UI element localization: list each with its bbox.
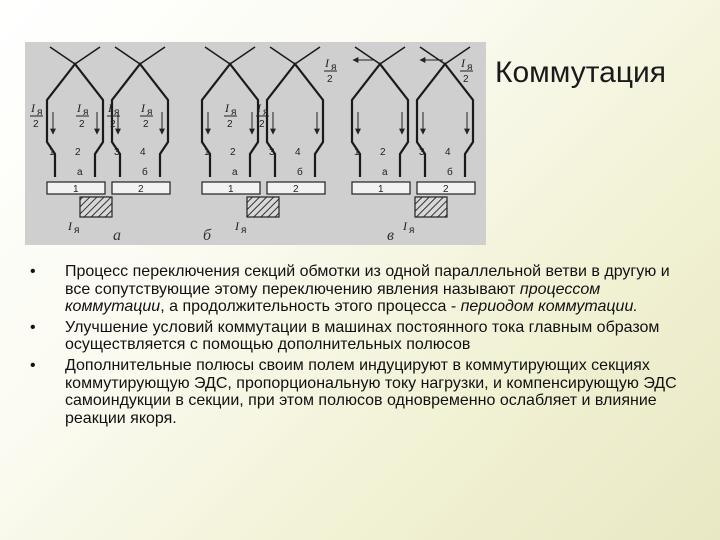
segment-label: 1 bbox=[73, 184, 79, 195]
fraction-denominator: 2 bbox=[79, 119, 85, 130]
brush-current-symbol: I bbox=[235, 219, 239, 233]
current-subscript: я bbox=[331, 62, 337, 73]
panel-label: б bbox=[203, 227, 212, 244]
bullet-marker: • bbox=[30, 263, 36, 280]
bullet-term: процессом коммутации bbox=[65, 280, 601, 316]
lead-line bbox=[50, 47, 75, 64]
bullet-list bbox=[30, 263, 690, 430]
fraction-denominator: 2 bbox=[463, 74, 469, 85]
fraction-denominator: 2 bbox=[259, 119, 265, 130]
fraction-denominator: 2 bbox=[143, 119, 149, 130]
section-number: 3 bbox=[419, 147, 425, 158]
brush-current-symbol: I bbox=[403, 219, 407, 233]
bullet-term: периодом коммутации. bbox=[460, 298, 638, 316]
section-number: 4 bbox=[140, 147, 146, 158]
section-number: 1 bbox=[49, 147, 55, 158]
lead-line bbox=[205, 47, 230, 64]
section-number: 2 bbox=[75, 147, 81, 158]
lead-line bbox=[115, 47, 140, 64]
brush bbox=[415, 197, 447, 217]
lead-line bbox=[380, 47, 405, 64]
section-number: 4 bbox=[295, 147, 301, 158]
lead-line bbox=[230, 47, 255, 64]
coil-section bbox=[47, 64, 103, 177]
panel-label: в bbox=[387, 227, 394, 244]
bullet-item bbox=[30, 357, 690, 427]
bullet-marker: • bbox=[30, 318, 36, 336]
section-number: 1 bbox=[354, 147, 360, 158]
commutation-figure bbox=[25, 42, 486, 245]
current-subscript: я bbox=[263, 107, 269, 118]
lead-line bbox=[295, 47, 320, 64]
bullet-text: Улучшение условий коммутации в машинах постоянного тока главным образом осуществляется с помощью дополнительных полюсов bbox=[65, 318, 660, 354]
bullet-text: , а продолжительность этого процесса - bbox=[160, 298, 461, 316]
brush bbox=[80, 197, 112, 217]
current-subscript: я bbox=[114, 107, 120, 118]
lead-line bbox=[270, 47, 295, 64]
current-subscript: я bbox=[467, 62, 473, 73]
slide-title: Коммутация bbox=[495, 56, 667, 89]
plate-label: а bbox=[382, 167, 388, 178]
bullet-item bbox=[30, 263, 690, 316]
plate-label: б bbox=[142, 167, 148, 178]
brush bbox=[247, 197, 279, 217]
current-symbol: I bbox=[141, 101, 145, 115]
current-symbol: I bbox=[257, 101, 261, 115]
segment-label: 1 bbox=[228, 184, 234, 195]
segment-label: 2 bbox=[138, 184, 144, 195]
bullet-text: Дополнительные полюсы своим полем индуцируют в коммутирующих секциях коммутирующую ЭДС, пропорциональную току нагрузки, и компенсирующую ЭДС самоиндукции в секции, при этом полюсов одновременно ослабляет и влияние реакции якоря. bbox=[65, 356, 677, 427]
plate-label: а bbox=[77, 167, 83, 178]
plate-label: б bbox=[297, 167, 303, 178]
plate-label: а bbox=[232, 167, 238, 178]
fraction-denominator: 2 bbox=[327, 74, 333, 85]
lead-line bbox=[75, 47, 100, 64]
brush-current-subscript: я bbox=[74, 225, 80, 236]
segment-label: 1 bbox=[378, 184, 384, 195]
coil-section bbox=[267, 64, 323, 177]
fraction-denominator: 2 bbox=[227, 119, 233, 130]
brush-current-subscript: я bbox=[241, 225, 247, 236]
current-symbol: I bbox=[461, 56, 465, 70]
section-number: 3 bbox=[269, 147, 275, 158]
section-number: 4 bbox=[445, 147, 451, 158]
segment-label: 2 bbox=[443, 184, 449, 195]
fraction-denominator: 2 bbox=[33, 119, 39, 130]
bullet-item bbox=[30, 319, 690, 354]
current-symbol: I bbox=[77, 101, 81, 115]
section-number: 1 bbox=[204, 147, 210, 158]
current-subscript: я bbox=[231, 107, 237, 118]
lead-line bbox=[420, 47, 445, 64]
lead-line bbox=[355, 47, 380, 64]
lead-line bbox=[140, 47, 165, 64]
current-symbol: I bbox=[31, 101, 35, 115]
coil-section bbox=[112, 64, 168, 177]
section-number: 2 bbox=[380, 147, 386, 158]
current-symbol: I bbox=[108, 101, 112, 115]
section-number: 2 bbox=[230, 147, 236, 158]
segment-label: 2 bbox=[293, 184, 299, 195]
current-symbol: I bbox=[325, 56, 329, 70]
section-number: 3 bbox=[114, 147, 120, 158]
brush-current-subscript: я bbox=[409, 225, 415, 236]
bullet-marker: • bbox=[30, 356, 36, 374]
fraction-denominator: 2 bbox=[110, 119, 116, 130]
current-subscript: я bbox=[147, 107, 153, 118]
brush-current-symbol: I bbox=[68, 219, 72, 233]
current-symbol: I bbox=[225, 101, 229, 115]
panel-label: а bbox=[113, 227, 121, 244]
plate-label: б bbox=[447, 167, 453, 178]
current-subscript: я bbox=[37, 107, 43, 118]
coil-section bbox=[352, 64, 408, 177]
current-subscript: я bbox=[83, 107, 89, 118]
bullet-text: Процесс переключения секций обмотки из одной параллельной ветви в другую и все сопутствующие этому переключению явления называют bbox=[65, 263, 670, 298]
